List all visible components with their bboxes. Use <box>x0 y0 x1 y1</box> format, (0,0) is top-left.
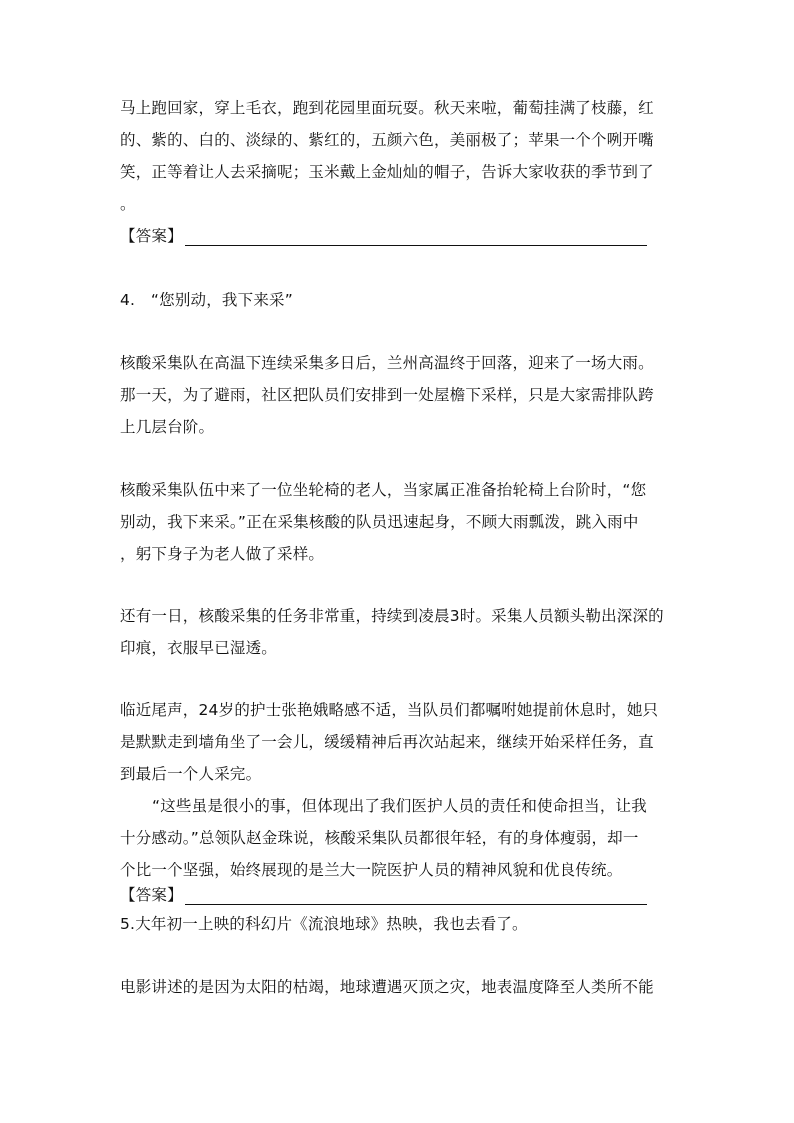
answer-blank <box>185 229 647 246</box>
text-line: 临近尾声，24岁的护士张艳娥略感不适，当队员们都嘱咐她提前休息时，她只 <box>120 701 659 719</box>
text-line: ，躬下身子为老人做了采样。 <box>120 545 325 563</box>
text-line: 印痕，衣服早已湿透。 <box>120 639 278 657</box>
answer-label: 【答案】 <box>120 886 183 904</box>
text-line: 十分感动。”总领队赵金珠说，核酸采集队员都很年轻，有的身体瘦弱，却一 <box>120 829 639 847</box>
text-line: 别动，我下来采。”正在采集核酸的队员迅速起身，不顾大雨瓢泼，跳入雨中 <box>120 513 639 531</box>
text-line: 核酸采集队伍中来了一位坐轮椅的老人，当家属正准备抬轮椅上台阶时，“您 <box>120 481 647 499</box>
section-heading: 5.大年初一上映的科幻片《流浪地球》热映，我也去看了。 <box>120 915 528 933</box>
text-line: 还有一日，核酸采集的任务非常重，持续到凌晨3时。采集人员额头勒出深深的 <box>120 607 664 625</box>
text-line: 是默默走到墙角坐了一会儿，缓缓精神后再次站起来，继续开始采样任务，直 <box>120 733 654 751</box>
text-line: 马上跑回家，穿上毛衣，跑到花园里面玩耍。秋天来啦，葡萄挂满了枝藤，红 <box>120 99 654 117</box>
answer-label: 【答案】 <box>120 227 183 245</box>
text-line: 的、紫的、白的、淡绿的、紫红的，五颜六色，美丽极了；苹果一个个咧开嘴 <box>120 131 654 149</box>
text-line: 。 <box>120 195 136 213</box>
section-heading: 4. “您别动，我下来采” <box>120 291 293 309</box>
text-line: 到最后一个人采完。 <box>120 765 262 783</box>
text-line: 那一天，为了避雨，社区把队员们安排到一处屋檐下采样，只是大家需排队跨 <box>120 386 654 404</box>
text-line: 笑，正等着让人去采摘呢；玉米戴上金灿灿的帽子，告诉大家收获的季节到了 <box>120 163 654 181</box>
text-line: 电影讲述的是因为太阳的枯竭，地球遭遇灭顶之灾，地表温度降至人类所不能 <box>120 978 654 996</box>
text-line: 核酸采集队在高温下连续采集多日后，兰州高温终于回落，迎来了一场大雨。 <box>120 354 654 372</box>
text-line: 上几层台阶。 <box>120 418 215 436</box>
answer-line <box>120 885 647 905</box>
answer-line <box>120 226 647 246</box>
text-line: 个比一个坚强，始终展现的是兰大一院医护人员的精神风貌和优良传统。 <box>120 861 623 879</box>
answer-blank <box>185 888 647 905</box>
text-line: “这些虽是很小的事，但体现出了我们医护人员的责任和使命担当，让我 <box>152 797 647 815</box>
